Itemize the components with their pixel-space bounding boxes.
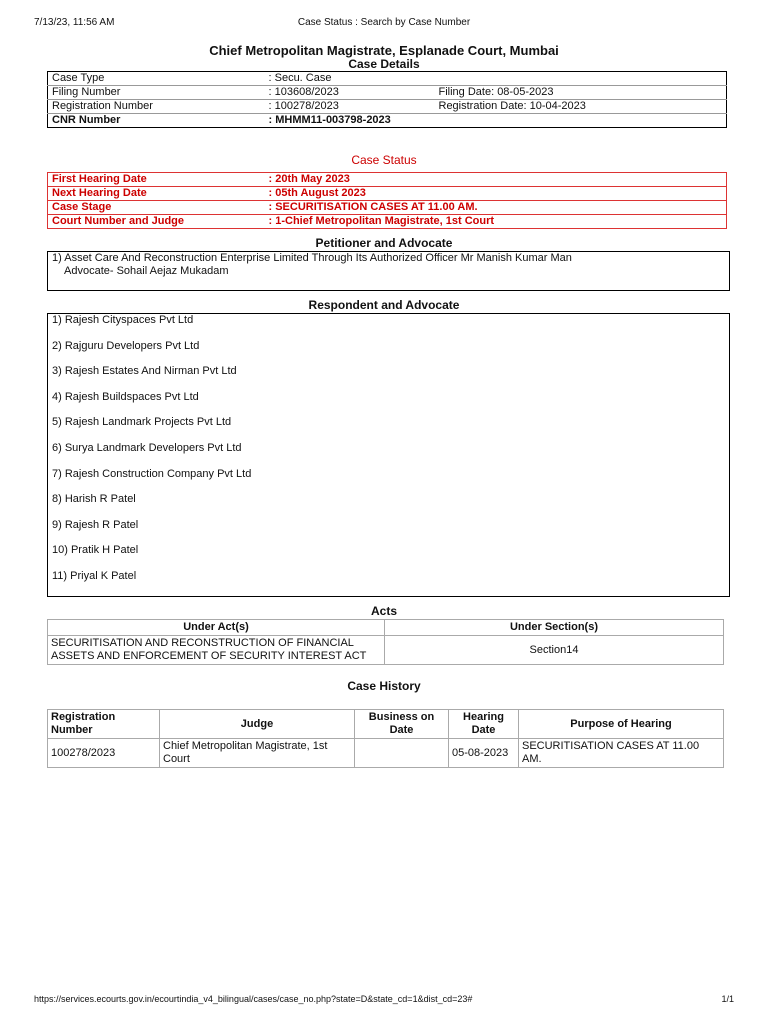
court-judge-value: : 1-Chief Metropolitan Magistrate, 1st Court [268,215,495,227]
registration-date: Registration Date: 10-04-2023 [435,100,727,114]
table-row [48,215,727,229]
table-row [48,72,727,86]
case-details-title: Case Details [348,57,420,71]
col-purpose: Purpose of Hearing [519,710,724,739]
page-number: 1/1 [721,994,734,1004]
history-purpose: SECURITISATION CASES AT 11.00 AM. [519,739,724,768]
history-hearing-date: 05-08-2023 [449,739,519,768]
table-row [48,710,724,739]
print-title: Case Status : Search by Case Number [297,17,471,28]
respondent-title: Respondent and Advocate [308,298,460,312]
list-item: 7) Rajesh Construction Company Pvt Ltd [52,467,252,480]
list-item: 1) Rajesh Cityspaces Pvt Ltd [52,314,194,326]
list-item: 8) Harish R Patel [52,493,136,506]
col-business-date: Business on Date [355,710,449,739]
col-under-section: Under Section(s) [385,620,724,636]
next-hearing-label: Next Hearing Date [48,187,265,201]
petitioner-name: 1) Asset Care And Reconstruction Enterprise Limited Through Its Authorized Officer Mr Manish Kumar Man [52,252,572,264]
case-type-label: Case Type [48,72,265,86]
petitioner-advocate: Advocate- Sohail Aejaz Mukadam [64,265,229,277]
court-judge-label: Court Number and Judge [52,215,185,227]
first-hearing-label: First Hearing Date [48,173,265,187]
case-type-value: : Secu. Case [265,72,435,86]
registration-number-value: : 100278/2023 [265,100,435,114]
page-url: https://services.ecourts.gov.in/ecourtindia_v4_bilingual/cases/case_no.php?state=D&state_cd=1&dist_cd=23# [34,994,473,1004]
petitioner-title: Petitioner and Advocate [315,236,453,250]
history-reg-number[interactable]: 100278/2023 [48,739,160,768]
list-item: 9) Rajesh R Patel [52,518,139,531]
table-row [48,201,727,215]
next-hearing-value: : 05th August 2023 [265,187,727,201]
case-stage-label: Case Stage [48,201,265,215]
list-item: 3) Rajesh Estates And Nirman Pvt Ltd [52,365,237,378]
list-item: 6) Surya Landmark Developers Pvt Ltd [52,441,242,454]
act-name: SECURITISATION AND RECONSTRUCTION OF FINANCIAL ASSETS AND ENFORCEMENT OF SECURITY INTEREST ACT [48,636,385,665]
print-datetime: 7/13/23, 11:56 AM [34,17,115,28]
case-history-table [47,709,724,768]
table-row [48,739,724,768]
filing-number-value: : 103608/2023 [265,86,435,100]
case-history-title: Case History [347,679,421,693]
case-status-title: Case Status [351,153,417,167]
list-item: 10) Pratik H Patel [52,544,139,557]
list-item: 4) Rajesh Buildspaces Pvt Ltd [52,390,199,403]
col-judge: Judge [160,710,355,739]
court-title: Chief Metropolitan Magistrate, Esplanade Court, Mumbai [209,43,559,58]
list-item: 2) Rajguru Developers Pvt Ltd [52,339,200,352]
case-status-table [47,172,727,229]
table-row [48,636,724,665]
table-row [48,620,724,636]
col-registration-number: Registration Number [48,710,160,739]
cnr-value: : MHMM11-003798-2023 [265,114,435,128]
filing-date: Filing Date: 08-05-2023 [435,86,727,100]
registration-number-label: Registration Number [48,100,265,114]
table-row [48,114,727,128]
respondent-box [47,313,730,597]
acts-title: Acts [370,604,397,618]
table-row [48,173,727,187]
case-stage-value: : SECURITISATION CASES AT 11.00 AM. [265,201,727,215]
history-business-date [355,739,449,768]
list-item: 5) Rajesh Landmark Projects Pvt Ltd [52,416,232,429]
case-details-table [47,71,727,128]
cnr-label: CNR Number [48,114,265,128]
page-header [34,17,734,31]
col-hearing-date: Hearing Date [449,710,519,739]
table-row [48,100,727,114]
filing-number-label: Filing Number [48,86,265,100]
table-row [48,187,727,201]
table-row [48,86,727,100]
act-section: Section14 [385,636,724,665]
col-under-act: Under Act(s) [48,620,385,636]
page-footer [34,994,734,1004]
history-judge: Chief Metropolitan Magistrate, 1st Court [160,739,355,768]
list-item: 11) Priyal K Patel [52,569,137,582]
first-hearing-value: : 20th May 2023 [265,173,727,187]
petitioner-box [47,251,730,291]
acts-table [47,619,724,665]
